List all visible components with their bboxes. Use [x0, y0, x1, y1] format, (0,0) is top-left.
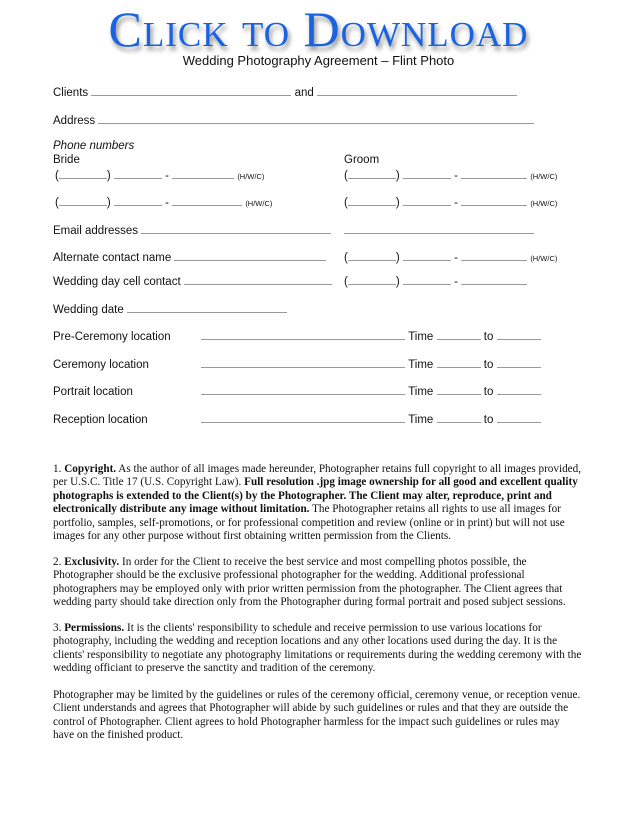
area-code-field[interactable] [348, 250, 396, 261]
prefix-field[interactable] [114, 195, 162, 206]
phone-type-label: (H/W/C) [530, 254, 558, 263]
cell-contact-row [53, 274, 332, 288]
bride-label: Bride [53, 154, 80, 166]
groom-phone-2: ( ) - (H/W/C) [344, 197, 558, 209]
time-start-field[interactable] [437, 412, 481, 423]
wedding-date-field[interactable] [127, 302, 287, 313]
location-label: Ceremony location [53, 359, 149, 371]
area-code-field[interactable] [348, 168, 396, 179]
clients-row [53, 85, 517, 99]
phone-numbers-heading: Phone numbers [53, 140, 135, 152]
clients-label: Clients [53, 87, 89, 99]
wedding-date-label: Wedding date [53, 304, 124, 316]
line-number-field[interactable] [461, 274, 527, 285]
time-start-field[interactable] [437, 384, 481, 395]
location-label: Pre-Ceremony location [53, 331, 171, 343]
address-row [53, 113, 534, 127]
document-title: Wedding Photography Agreement – Flint Photo [182, 53, 455, 68]
clause-number: 1. [53, 463, 62, 475]
time-start-field[interactable] [437, 329, 481, 340]
groom-label: Groom [344, 154, 380, 166]
location-field[interactable] [201, 357, 405, 368]
clause-text: In order for the Client to receive the best service and most compelling photos possible, the Photographer should be the exclusive professional photographer for the wedding. Additional professional photographers may be employed only with prior written permission from the photographer. The Client agrees that wedding party should take direction only from the Photographer during formal portrait and posed subject sessions. [53, 556, 566, 609]
location-field[interactable] [201, 412, 405, 423]
clause-text: The Photographer retains all rights to use all images for portfolio, samples, self-promotions, or for professional competition and review (online or in print) but will not use images for any other purpose without first obtaining written permission from the Clients. [53, 503, 565, 543]
client-2-field[interactable] [317, 85, 517, 96]
prefix-field[interactable] [114, 168, 162, 179]
clause-bold-text: Full resolution .jpg image ownership for all good and excellent quality photographs is extended to the Client(s) by the Photographer. The Client may alter, reproduce, print and electronically distribute any image without limitation. [53, 476, 578, 516]
location-row-pre-ceremony [53, 329, 593, 343]
area-code-field[interactable] [59, 195, 107, 206]
email-1-field[interactable] [141, 223, 331, 234]
time-label: Time [408, 359, 434, 371]
time-start-field[interactable] [437, 357, 481, 368]
to-label: to [483, 414, 494, 426]
time-end-field[interactable] [497, 329, 541, 340]
clause-number: 3. [53, 622, 62, 634]
location-field[interactable] [201, 384, 405, 395]
line-number-field[interactable] [461, 168, 527, 179]
clause-text: As the author of all images made hereunder, Photographer retains full copyright to all images provided, per U.S.C. Title 17 (U.S. Copyright Law). [53, 463, 582, 489]
location-label: Reception location [53, 414, 148, 426]
email-row-2 [344, 223, 534, 237]
to-label: to [483, 331, 494, 343]
clause-copyright [53, 463, 583, 543]
area-code-field[interactable] [59, 168, 107, 179]
bride-phone-2: ( ) - (H/W/C) [55, 197, 273, 209]
phone-type-label: (H/W/C) [530, 172, 558, 181]
time-end-field[interactable] [497, 357, 541, 368]
line-number-field[interactable] [461, 195, 527, 206]
clause-permissions [53, 622, 583, 676]
click-to-download-banner[interactable]: Click to Download [108, 1, 529, 57]
alternate-contact-phone: ( ) - (H/W/C) [344, 252, 558, 264]
address-field[interactable] [98, 113, 534, 124]
phone-type-label: (H/W/C) [237, 172, 265, 181]
to-label: to [483, 386, 494, 398]
clause-number: 2. [53, 556, 62, 568]
line-number-field[interactable] [172, 195, 242, 206]
email-2-field[interactable] [344, 223, 534, 234]
alternate-contact-field[interactable] [174, 250, 326, 261]
email-row [53, 223, 331, 237]
prefix-field[interactable] [403, 274, 451, 285]
email-label: Email addresses [53, 225, 139, 237]
clause-text: It is the clients' responsibility to schedule and receive permission to use various locations for photography, including the wedding and reception locations and any other locations used during the day. It is the clients' responsibility to negotiate any photography limitations or requirements during the wedding ceremony with the wedding officiant to preserve the sanctity and tradition of the ceremony. [53, 622, 582, 675]
alternate-contact-row [53, 250, 326, 264]
location-field[interactable] [201, 329, 405, 340]
address-label: Address [53, 115, 96, 127]
prefix-field[interactable] [403, 250, 451, 261]
area-code-field[interactable] [348, 195, 396, 206]
bride-phone-1: ( ) - (H/W/C) [55, 170, 265, 182]
location-row-ceremony [53, 357, 593, 371]
clause-heading: Permissions. [64, 622, 125, 634]
clause-exclusivity [53, 556, 583, 610]
location-row-reception [53, 412, 593, 426]
line-number-field[interactable] [172, 168, 234, 179]
time-label: Time [408, 331, 434, 343]
wedding-date-row [53, 302, 287, 316]
client-1-field[interactable] [91, 85, 291, 96]
alternate-contact-label: Alternate contact name [53, 252, 172, 264]
prefix-field[interactable] [403, 168, 451, 179]
cell-contact-field[interactable] [184, 274, 332, 285]
phone-type-label: (H/W/C) [530, 199, 558, 208]
line-number-field[interactable] [461, 250, 527, 261]
area-code-field[interactable] [348, 274, 396, 285]
groom-phone-1: ( ) - (H/W/C) [344, 170, 558, 182]
phone-type-label: (H/W/C) [245, 199, 273, 208]
time-end-field[interactable] [497, 384, 541, 395]
prefix-field[interactable] [403, 195, 451, 206]
cell-contact-label: Wedding day cell contact [53, 276, 181, 288]
cell-contact-phone: ( ) - [344, 274, 527, 288]
closing-paragraph: Photographer may be limited by the guidelines or rules of the ceremony official, ceremony venue, or reception venue. Client understands and agrees that Photographer will abide by such guidelines or rules and that they are outside the control of Photographer. Client agrees to hold Photographer harmless for the impact such guidelines or rules may have on the finished product. [53, 689, 581, 742]
to-label: to [483, 359, 494, 371]
location-row-portrait [53, 384, 593, 398]
time-end-field[interactable] [497, 412, 541, 423]
clause-heading: Exclusivity. [64, 556, 120, 568]
time-label: Time [408, 386, 434, 398]
and-label: and [294, 87, 314, 99]
location-label: Portrait location [53, 386, 133, 398]
time-label: Time [408, 414, 434, 426]
clause-heading: Copyright. [64, 463, 117, 475]
